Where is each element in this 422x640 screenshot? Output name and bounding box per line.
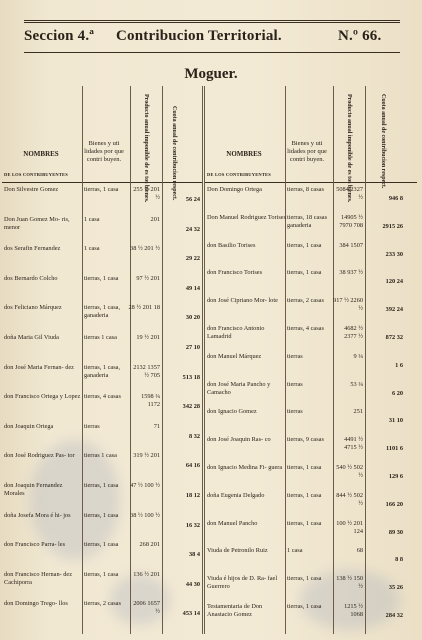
- table-row: [2, 304, 202, 334]
- property-type: tierras, 1 casa: [287, 269, 322, 277]
- header-rule-top: [24, 20, 400, 21]
- taxable-product: 97 ½ 201: [136, 274, 160, 282]
- table-row: [2, 245, 202, 275]
- contributor-name: doña Eugenia Delgado: [207, 491, 265, 499]
- annual-quota: 16 32: [185, 521, 200, 529]
- table-row: [205, 464, 405, 492]
- taxable-product: 1215 ½ 1068: [344, 603, 363, 618]
- annual-quota: 89 30: [388, 528, 403, 536]
- header-cuota: Cuota anual de contribucion respect.: [171, 106, 177, 201]
- annual-quota: 453 14: [182, 610, 200, 618]
- table-row: [205, 186, 405, 214]
- annual-quota: 56 24: [185, 196, 200, 203]
- table-row: [2, 186, 202, 216]
- property-type: tierras, 1 casa: [287, 603, 322, 610]
- annual-quota: 120 24: [385, 278, 403, 286]
- annual-quota: 1 6: [395, 361, 403, 369]
- contributor-name: dos Feliciano Márquez: [4, 304, 62, 312]
- property-type: tierras 1 casa: [84, 452, 117, 460]
- annual-quota: 129 6: [388, 473, 403, 480]
- header-de-los: DE LOS CONTRIBUYENTES: [4, 172, 68, 177]
- taxable-product: 38 ½ 201 ½: [130, 245, 160, 253]
- property-type: tierras, 8 casas: [287, 186, 324, 193]
- annual-quota: 29 22: [185, 255, 200, 263]
- table-row: [2, 482, 202, 512]
- contributor-name: don Ignacio Medina Fi- guera: [207, 464, 283, 471]
- header-rule-top2: [24, 22, 400, 23]
- annual-quota: 35 26: [388, 584, 403, 592]
- property-type: tierras, 1 casa, ganaderia: [84, 304, 121, 320]
- annual-quota: 392 24: [385, 306, 403, 314]
- annual-quota: 8 32: [188, 432, 200, 440]
- table-row: [2, 423, 202, 453]
- table-row: [205, 214, 405, 242]
- contribution-title: Contribucion Territorial.: [116, 28, 282, 44]
- taxable-product: 9 ¼: [353, 352, 363, 360]
- contributor-name: Don Silvestre Gomez: [4, 186, 59, 193]
- header-producto: Producto anual imponible de es tos bienes.: [346, 94, 352, 203]
- table-row: [2, 334, 202, 364]
- taxable-product: 917 ½ 2260 ½: [333, 297, 363, 313]
- taxable-product: 38 ½ 100 ½: [130, 511, 160, 519]
- annual-quota: 44 30: [185, 580, 200, 588]
- page-number: N.º 66.: [338, 28, 382, 44]
- property-type: tierras, 4 casas: [84, 393, 121, 401]
- center-divider: [202, 86, 203, 634]
- annual-quota: 166 20: [385, 500, 403, 508]
- place-title: Moguer.: [184, 66, 238, 82]
- contributor-name: don Francisco Parra- les: [4, 541, 66, 549]
- taxable-product: 844 ½ 502 ½: [336, 491, 363, 507]
- taxable-product: 28 ½ 201 18: [128, 304, 160, 312]
- header-bienes: Bienes y uti lidades por que contri buyen.: [84, 140, 124, 163]
- table-row: [2, 512, 202, 542]
- contributor-name: don Francisco Torises: [207, 269, 263, 277]
- header-nombres: NOMBRES: [226, 150, 262, 158]
- table-row: [205, 492, 405, 520]
- taxable-product: 100 ½ 201 124: [336, 519, 363, 535]
- property-type: tierras, 1 casa: [84, 511, 119, 519]
- taxable-product: 2006 1657 ½: [133, 600, 160, 616]
- property-type: tierras 1 casa: [84, 334, 117, 341]
- property-type: tierras, 1 casa: [84, 186, 119, 193]
- property-type: tierras, 1 casa: [287, 464, 322, 471]
- property-type: tierras: [287, 380, 303, 388]
- contributor-name: don Joaquin Fernandez Morales: [4, 482, 63, 497]
- contributor-name: don Francisco Hernan- dez Cachiporra: [4, 570, 73, 586]
- table-row: [205, 520, 405, 548]
- contributor-name: Viuda de Petronilo Ruiz: [207, 547, 268, 555]
- contributor-name: don Ignacio Gomez: [207, 408, 257, 416]
- property-type: tierras, 1 casa: [84, 541, 119, 549]
- property-type: 1 casa: [287, 547, 303, 555]
- contributor-name: doña Josefa Mora é hi- jos: [4, 511, 71, 519]
- property-type: tierras, 1 casa: [287, 241, 322, 249]
- contributor-name: dos Bernardo Colcho: [4, 274, 58, 282]
- contributor-name: don Basilio Torises: [207, 241, 256, 249]
- header-rule-bottom: [24, 52, 400, 53]
- property-type: tierras: [287, 352, 303, 360]
- annual-quota: 6 20: [391, 389, 403, 397]
- table-row: [2, 600, 202, 630]
- taxable-product: 71: [153, 422, 160, 430]
- left-column: [2, 86, 202, 634]
- contributor-name: don Francisco Ortega y Lopez: [4, 393, 81, 401]
- header-nombres: NOMBRES: [23, 150, 59, 158]
- taxable-product: 5084 2327 ½: [336, 186, 363, 201]
- property-type: tierras, 1 casa: [84, 482, 119, 489]
- table-row: [2, 364, 202, 394]
- annual-quota: 24 32: [185, 225, 200, 233]
- annual-quota: 946 8: [388, 195, 403, 202]
- table-row: [205, 242, 405, 270]
- annual-quota: 49 14: [185, 284, 200, 292]
- taxable-product: 268 201: [139, 541, 160, 549]
- property-type: tierras, 4 casas: [287, 325, 324, 332]
- property-type: tierras, 9 casas: [287, 436, 324, 444]
- annual-quota: 233 30: [385, 250, 403, 258]
- header-bienes: Bienes y uti lidades por que contri buyen.: [287, 140, 327, 163]
- table-row: [205, 297, 405, 325]
- property-type: tierras, 18 casas ganaderia: [287, 213, 328, 229]
- table-row: [2, 275, 202, 305]
- annual-quota: 284 32: [385, 612, 403, 619]
- property-type: tierras, 2 casas: [84, 600, 121, 608]
- taxable-product: 1598 ¼ 1172: [141, 393, 160, 409]
- contributor-name: don Manuel Márquez: [207, 352, 262, 360]
- table-row: [2, 541, 202, 571]
- section-label: Seccion 4.ª: [24, 28, 95, 44]
- table-row: [205, 269, 405, 297]
- taxable-product: 4682 ½ 2377 ½: [344, 325, 363, 340]
- contributor-name: Don Domingo Ortega: [207, 186, 262, 193]
- annual-quota: 342 28: [182, 403, 200, 411]
- annual-quota: 513 18: [182, 373, 200, 381]
- contributor-name: Testamentaria de Don Anastacio Gomez: [207, 603, 263, 618]
- annual-quota: 2915 26: [382, 222, 403, 230]
- annual-quota: 27 10: [185, 344, 200, 351]
- taxable-product: 53 ¼: [350, 380, 363, 388]
- taxable-product: 138 ½ 150 ½: [336, 575, 363, 591]
- taxable-product: 68: [356, 547, 363, 555]
- taxable-product: 319 ½ 201: [133, 452, 160, 460]
- table-row: [2, 452, 202, 482]
- header-de-los: DE LOS CONTRIBUYENTES: [207, 172, 271, 177]
- property-type: tierras, 1 casa: [287, 491, 322, 499]
- table-row: [205, 436, 405, 464]
- contributor-name: don Manuel Pancho: [207, 519, 258, 527]
- annual-quota: 8 8: [395, 556, 403, 564]
- taxable-product: 4491 ½ 4715 ½: [344, 436, 363, 452]
- right-column: [205, 86, 405, 634]
- taxable-product: 38 937 ½: [339, 269, 363, 277]
- contributor-name: don José Rodriguez Pas- tor: [4, 452, 75, 460]
- property-type: 1 casa: [84, 215, 100, 223]
- property-type: tierras, 1 casa: [84, 274, 119, 282]
- property-type: tierras, 2 casas: [287, 297, 324, 305]
- table-row: [2, 216, 202, 246]
- property-type: tierras: [84, 422, 100, 430]
- contributor-name: don José Cipriano Mor- lote: [207, 297, 278, 305]
- contributor-name: dos Serafin Fernandez: [4, 245, 61, 253]
- taxable-product: 2132 1357 ½ 705: [133, 363, 160, 379]
- annual-quota: 38 4: [188, 551, 200, 559]
- table-row: [205, 381, 405, 409]
- property-type: tierras, 1 casa: [84, 570, 119, 578]
- table-row: [2, 393, 202, 423]
- taxable-product: 136 ½ 201: [133, 570, 160, 578]
- annual-quota: 64 16: [185, 462, 200, 470]
- page-header: [24, 20, 400, 54]
- table-row: [205, 408, 405, 436]
- taxable-product: 201: [150, 215, 160, 223]
- header-producto: Producto anual imponible de es tos bienes.: [143, 94, 149, 203]
- contributor-name: don Francisco Antonio Lamadrid: [207, 325, 265, 340]
- annual-quota: 1101 6: [386, 445, 403, 453]
- table-row: [205, 603, 405, 631]
- taxable-product: 251: [353, 408, 363, 416]
- property-type: tierras, 1 casa, ganaderia: [84, 363, 121, 379]
- table-row: [205, 353, 405, 381]
- taxable-product: 14905 ½ 7970 708: [339, 213, 363, 229]
- property-type: tierras: [287, 408, 303, 416]
- taxable-product: 19 ½ 201: [136, 334, 160, 341]
- taxable-product: 540 ½ 502 ½: [336, 464, 363, 479]
- taxable-product: 47 ½ 100 ½: [130, 482, 160, 489]
- contributor-name: don Domingo Trego- llos: [4, 600, 68, 608]
- table-row: [205, 547, 405, 575]
- contributor-name: don Joaquin Ortega: [4, 422, 54, 430]
- taxable-product: 255 ½ 201 ½: [133, 186, 160, 201]
- table-row: [205, 575, 405, 603]
- contributor-name: Don Juan Gomez Mo- ris, menor: [4, 215, 70, 231]
- property-type: tierras, 1 casa: [287, 519, 322, 527]
- contributor-name: don José Joaquin Ras- co: [207, 436, 271, 444]
- contributor-name: Viuda é hijos de D. Ra- fael Guerrero: [207, 575, 278, 591]
- contributor-name: Don Manuel Rodriguez Torises: [207, 213, 287, 221]
- contributor-name: doña Maria Gil Viuda: [4, 334, 59, 341]
- annual-quota: 18 12: [185, 492, 200, 499]
- contributor-name: don José Maria Fernan- dez: [4, 363, 74, 371]
- annual-quota: 872 32: [385, 334, 403, 341]
- annual-quota: 31 10: [388, 417, 403, 425]
- annual-quota: 30 20: [185, 314, 200, 322]
- property-type: tierras, 1 casa: [287, 575, 322, 583]
- table-row: [2, 571, 202, 601]
- property-type: 1 casa: [84, 245, 100, 253]
- taxable-product: 384 1507: [339, 241, 363, 249]
- contributor-name: don José Maria Pancho y Camacho: [207, 380, 271, 396]
- table-row: [205, 325, 405, 353]
- header-cuota: Cuota anual de contribucion respect.: [380, 94, 386, 189]
